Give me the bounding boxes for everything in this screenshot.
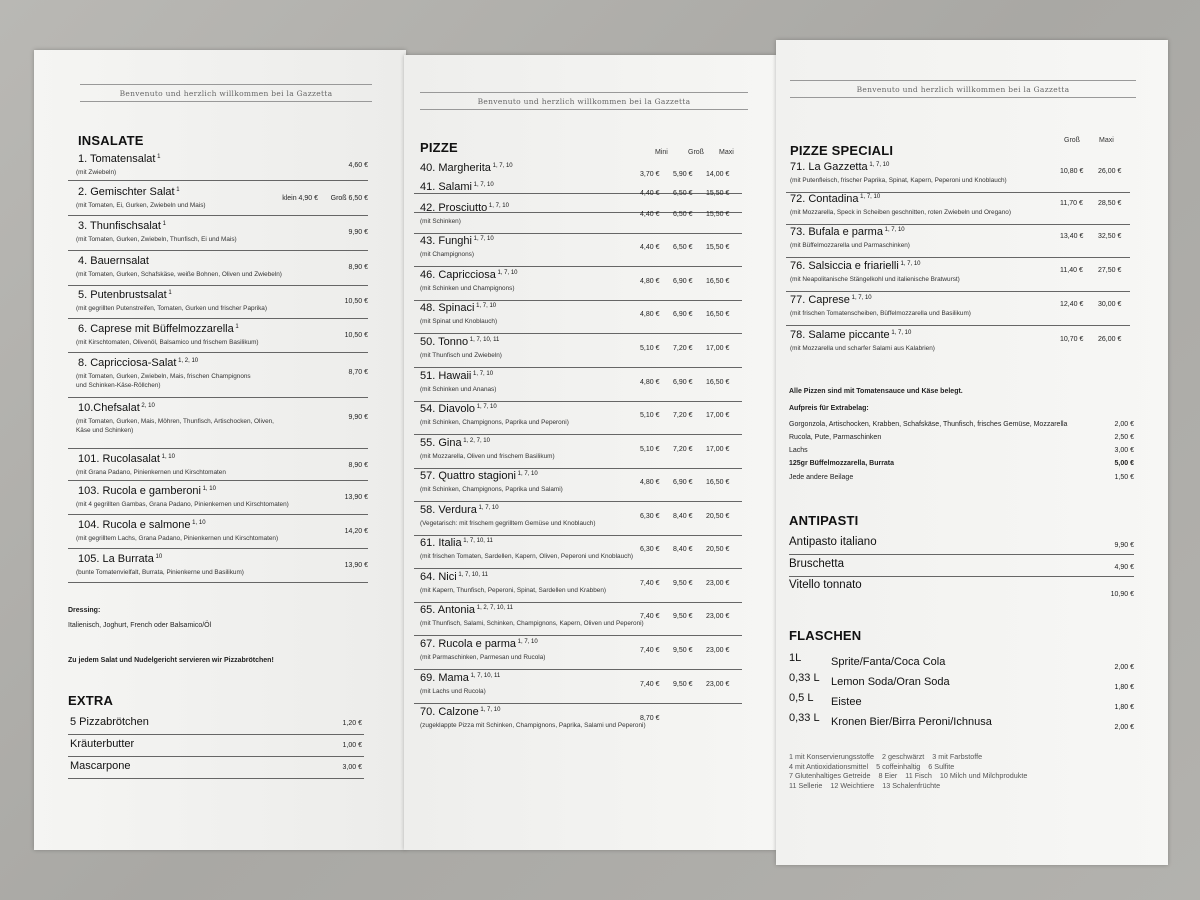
item-name: 4. Bauernsalat — [78, 255, 149, 267]
speciali-price-maxi: 26,00 € — [1098, 336, 1122, 343]
pizza-price-maxi: 23,00 € — [706, 580, 730, 587]
pizza-row — [414, 571, 742, 603]
item-description: (mit gegrillten Putenstreifen, Tomaten, Gurken und frischer Paprika) — [76, 305, 267, 312]
item-price: 8,90 € — [348, 462, 368, 469]
speciali-row — [786, 294, 1130, 326]
legend-line: 1 mit Konservierungsstoffe 2 geschwärzt 3 mit Farbstoffe — [789, 752, 983, 761]
antipasti-row — [789, 556, 1134, 577]
pizza-price-groß: 6,90 € — [673, 379, 693, 386]
extrabelag-price: 5,00 € — [1114, 460, 1134, 467]
welcome-banner: Benvenuto und herzlich willkommen bei la Gazzetta — [790, 80, 1136, 98]
allergen-codes: 1, 7, 10 — [889, 330, 912, 336]
item-description: (mit Thunfisch und Zwiebeln) — [420, 352, 502, 359]
bottle-name: Sprite/Fanta/Coca Cola — [831, 656, 946, 668]
section-title-pizze-speciali: PIZZE SPECIALI — [790, 143, 894, 158]
speciali-price-groß: 10,70 € — [1060, 336, 1084, 343]
pizza-price-mini: 5,10 € — [640, 345, 660, 352]
pizza-row — [414, 202, 742, 234]
item-description: (mit Parmaschinken, Parmesan und Rucola) — [420, 654, 546, 661]
item-description: (mit Grana Padano, Pinienkernen und Kirschtomaten — [76, 469, 226, 476]
bottle-price: 1,80 € — [1114, 684, 1134, 691]
pizza-row — [414, 370, 742, 402]
pizza-price-groß: 6,50 € — [673, 190, 693, 197]
item-price: 9,90 € — [1114, 542, 1134, 549]
pizza-price-maxi: 16,50 € — [706, 379, 730, 386]
extra-item-row — [68, 714, 364, 735]
speciali-price-maxi: 28,50 € — [1098, 200, 1122, 207]
item-description: (bunte Tomatenvielfalt, Burrata, Pinienkerne und Basilikum) — [76, 569, 244, 576]
allergen-codes: 1, 2, 10 — [176, 358, 199, 364]
pizza-price-groß: 9,50 € — [673, 580, 693, 587]
pizza-price-groß: 6,90 € — [673, 278, 693, 285]
menu-item-row — [68, 553, 368, 583]
bottle-size: 1L — [789, 652, 802, 664]
item-description: (mit Neapolitanische Stängelkohl und italienische Bratwurst) — [790, 276, 960, 283]
pizza-price-groß: 8,40 € — [673, 546, 693, 553]
flaschen-row — [789, 652, 1134, 672]
item-name: 61. Italia $^{1, 7, 10, 11}$ — [420, 537, 493, 549]
extra-item-row — [68, 736, 364, 757]
item-price: 1,20 € — [342, 720, 362, 727]
allergen-codes: 1, 7, 10 — [471, 182, 494, 188]
item-description: (mit Tomaten, Gurken, Schafskäse, weiße Bohnen, Oliven und Zwiebeln) — [76, 271, 282, 278]
allergen-codes: 1, 10 — [200, 486, 216, 492]
pizza-price-maxi: 20,50 € — [706, 513, 730, 520]
item-name: Antipasto italiano — [789, 536, 877, 548]
allergen-codes: 1, 7, 10 — [476, 505, 499, 511]
pizza-price-mini: 6,30 € — [640, 546, 660, 553]
allergen-codes: 1, 7, 10 — [471, 371, 494, 377]
item-name: 72. Contadina $^{1, 7, 10}$ — [790, 193, 881, 205]
item-description: und Schinken-Käse-Röllchen) — [76, 382, 161, 389]
item-description: (mit Champignons) — [420, 251, 474, 258]
pizza-row — [414, 403, 742, 435]
item-name: 67. Rucola e parma $^{1, 7, 10}$ — [420, 638, 538, 650]
pizza-row — [414, 235, 742, 267]
col-maxi: Maxi — [719, 149, 734, 156]
item-description: (mit gegrilltem Lachs, Grana Padano, Pinienkernen und Kirschtomaten) — [76, 535, 279, 542]
allergen-codes: 1, 7, 10 — [898, 261, 921, 267]
pizza-price-groß: 5,90 € — [673, 171, 693, 178]
item-name: 57. Quattro stagioni $^{1, 7, 10}$ — [420, 470, 538, 482]
item-description: (mit frischen Tomaten, Sardellen, Kapern, Oliven, Peperoni und Knoblauch) — [420, 553, 634, 560]
item-description: (Vegetarisch: mit frischem gegrilltem Gemüse und Knoblauch) — [420, 520, 596, 527]
speciali-row — [786, 226, 1130, 258]
pizza-price-maxi: 16,50 € — [706, 311, 730, 318]
flaschen-row — [789, 712, 1134, 732]
pizza-price-mini: 5,10 € — [640, 412, 660, 419]
pizza-price-maxi: 16,50 € — [706, 479, 730, 486]
pizza-row — [414, 302, 742, 334]
item-name: 48. Spinaci $^{1, 7, 10}$ — [420, 302, 497, 314]
bottle-name: Eistee — [831, 696, 862, 708]
extrabelag-row — [789, 460, 1134, 467]
allergen-codes: 1, 7, 10 — [474, 303, 497, 309]
pizza-price-maxi: 23,00 € — [706, 681, 730, 688]
welcome-banner: Benvenuto und herzlich willkommen bei la Gazzetta — [420, 92, 748, 110]
item-name: 101. Rucolasalat $^{1, 10}$ — [78, 453, 175, 465]
allergen-codes: 1, 7, 10 — [490, 163, 513, 169]
pizza-price-mini: 4,80 € — [640, 379, 660, 386]
item-name: 73. Bufala e parma $^{1, 7, 10}$ — [790, 226, 905, 238]
pizza-price-groß: 9,50 € — [673, 647, 693, 654]
item-description: (mit Thunfisch, Salami, Schinken, Champignons, Kapern, Oliven und Peperoni) — [420, 620, 644, 627]
allergen-codes: 1, 7, 10 — [471, 236, 494, 242]
menu-item-row — [68, 220, 368, 251]
extrabelag-price: 3,00 € — [1114, 447, 1134, 454]
allergen-codes: 10 — [153, 554, 163, 560]
item-description: (mit Tomaten, Gurken, Zwiebeln, Thunfisch, Ei und Mais) — [76, 236, 237, 243]
item-description: (mit frischen Tomatenscheiben, Büffelmozzarella und Basilikum) — [790, 310, 971, 317]
extrabelag-price: 1,50 € — [1114, 474, 1134, 481]
item-description: (mit Tomaten, Ei, Gurken, Zwiebeln und Mais) — [76, 202, 206, 209]
item-description: (mit Schinken, Champignons, Paprika und Salami) — [420, 486, 563, 493]
menu-item-row — [68, 357, 368, 398]
pizza-price-groß: 8,40 € — [673, 513, 693, 520]
pizza-price-groß: 7,20 € — [673, 345, 693, 352]
pizza-price-mini: 4,40 € — [640, 190, 660, 197]
allergen-codes: 1, 10 — [159, 454, 175, 460]
item-price: 14,20 € — [344, 528, 368, 535]
pizza-row — [414, 437, 742, 469]
item-name: Vitello tonnato — [789, 579, 862, 591]
item-name: 54. Diavolo $^{1, 7, 10}$ — [420, 403, 497, 415]
pizza-price-maxi: 20,50 € — [706, 546, 730, 553]
menu-item-row — [68, 485, 368, 515]
col-maxi: Maxi — [1099, 137, 1114, 144]
extrabelag-name: Gorgonzola, Artischocken, Krabben, Schafskäse, Thunfisch, frisches Gemüse, Mozzarella — [789, 421, 1068, 428]
item-price: 10,90 € — [1110, 591, 1134, 598]
menu-item-row — [68, 453, 368, 481]
item-description: (mit Mozzarella, Oliven und frischem Basilikum) — [420, 453, 555, 460]
flaschen-row — [789, 692, 1134, 712]
speciali-price-maxi: 30,00 € — [1098, 301, 1122, 308]
menu-item-row — [68, 186, 368, 216]
item-name: 5 Pizzabrötchen — [70, 716, 149, 728]
pizza-price-mini: 5,10 € — [640, 446, 660, 453]
item-description: (mit Tomaten, Gurken, Mais, Möhren, Thunfisch, Artischocken, Oliven, — [76, 418, 274, 425]
item-name: 104. Rucola e salmone $^{1, 10}$ — [78, 519, 206, 531]
section-title-antipasti: ANTIPASTI — [789, 513, 859, 528]
allergen-codes: 1 — [155, 154, 161, 160]
item-name: 77. Caprese $^{1, 7, 10}$ — [790, 294, 872, 306]
welcome-banner: Benvenuto und herzlich willkommen bei la Gazzetta — [80, 84, 372, 102]
bottle-size: 0,33 L — [789, 672, 820, 684]
pizza-price-mini: 4,40 € — [640, 244, 660, 251]
pizza-row — [414, 672, 742, 704]
item-description: (mit Lachs und Rucola) — [420, 688, 486, 695]
allergen-codes: 1 — [233, 324, 239, 330]
allergen-codes: 1, 10 — [190, 520, 206, 526]
section-title-insalate: INSALATE — [78, 133, 144, 148]
item-name: 76. Salsiccia e friarielli $^{1, 7, 10}$ — [790, 260, 921, 272]
pizza-price-mini: 7,40 € — [640, 613, 660, 620]
menu-panel-left — [34, 50, 406, 850]
speciali-price-groß: 11,40 € — [1060, 267, 1083, 274]
allergen-codes: 1, 7, 10 — [867, 162, 890, 168]
bottle-name: Lemon Soda/Oran Soda — [831, 676, 950, 688]
extrabelag-label: Aufpreis für Extrabelag: — [789, 405, 869, 412]
pizza-price-maxi: 15,50 € — [706, 244, 730, 251]
extrabelag-row — [789, 474, 1134, 481]
allergen-codes: 1, 2, 7, 10 — [461, 438, 490, 444]
item-price: 9,90 € — [348, 414, 368, 421]
item-price: 13,90 € — [344, 494, 368, 501]
col-gross: Groß — [1064, 137, 1080, 144]
antipasti-row — [789, 534, 1134, 555]
antipasti-row — [789, 577, 1134, 607]
item-name: 105. La Burrata $^{10}$ — [78, 553, 163, 565]
extrabelag-price: 2,50 € — [1114, 434, 1134, 441]
item-price: 8,90 € — [348, 264, 368, 271]
allergen-codes: 1, 7, 10 — [475, 404, 497, 410]
pizza-price-mini: 4,80 € — [640, 311, 660, 318]
pizza-price-mini: 4,80 € — [640, 278, 660, 285]
pizza-price-groß: 9,50 € — [673, 681, 693, 688]
item-price: 1,00 € — [342, 742, 362, 749]
item-name: 69. Mama $^{1, 7, 10, 11}$ — [420, 672, 501, 684]
menu-item-row — [68, 153, 368, 181]
pizza-price-mini: 4,80 € — [640, 479, 660, 486]
pizza-price-mini: 7,40 € — [640, 681, 660, 688]
pizza-price-mini: 8,70 € — [640, 715, 660, 722]
item-name: 103. Rucola e gamberoni $^{1, 10}$ — [78, 485, 216, 497]
flaschen-row — [789, 672, 1134, 692]
item-description: (mit Kapern, Thunfisch, Peperoni, Spinat, Sardellen und Krabben) — [420, 587, 607, 594]
legend-line: 11 Sellerie 12 Weichtiere 13 Schalenfrüchte — [789, 780, 941, 790]
allergen-codes: 1, 7, 10 — [882, 227, 905, 233]
item-description: (mit Tomaten, Gurken, Zwiebeln, Mais, frischen Champignons — [76, 373, 251, 380]
item-name: 5. Putenbrustsalat $^1$ — [78, 289, 172, 301]
speciali-price-maxi: 26,00 € — [1098, 168, 1122, 175]
item-name: 65. Antonia $^{1, 2, 7, 10, 11}$ — [420, 604, 513, 616]
item-description: (mit Büffelmozzarella und Parmaschinken) — [790, 242, 910, 249]
pizza-row — [414, 269, 742, 301]
item-price: 13,90 € — [344, 562, 368, 569]
menu-item-row — [68, 289, 368, 319]
allergen-codes: 1, 7, 10, 11 — [456, 572, 488, 578]
allergen-codes: 1, 7, 10 — [487, 203, 509, 209]
item-description: (mit Zwiebeln) — [76, 169, 117, 176]
item-price: 10,50 € — [344, 332, 368, 339]
speciali-row — [786, 329, 1130, 361]
item-name: 50. Tonno $^{1, 7, 10, 11}$ — [420, 336, 500, 348]
pizza-row — [414, 336, 742, 368]
bottle-name: Kronen Bier/Birra Peroni/Ichnusa — [831, 716, 992, 728]
extrabelag-name: Jede andere Beilage — [789, 474, 854, 481]
item-name: 58. Verdura $^{1, 7, 10}$ — [420, 504, 499, 516]
pizza-price-maxi: 14,00 € — [706, 171, 730, 178]
pizza-price-groß: 7,20 € — [673, 446, 693, 453]
allergen-codes: 1, 7, 10 — [495, 270, 518, 276]
item-name: 42. Prosciutto $^{1, 7, 10}$ — [420, 202, 509, 214]
menu-item-row — [68, 323, 368, 353]
pizza-base-note: Alle Pizzen sind mit Tomatensauce und Käse belegt. — [789, 388, 963, 395]
section-title-pizze: PIZZE — [420, 140, 458, 155]
item-price: 8,70 € — [348, 369, 368, 376]
item-name: 6. Caprese mit Büffelmozzarella $^1$ — [78, 323, 239, 335]
allergen-codes: 2, 10 — [139, 403, 155, 409]
item-description: (mit Schinken und Ananas) — [420, 386, 497, 393]
pizzabroetchen-note: Zu jedem Salat und Nudelgericht servieren wir Pizzabrötchen! — [68, 657, 274, 664]
item-price: 9,90 € — [348, 229, 368, 236]
dressing-text: Italienisch, Joghurt, French oder Balsamico/Öl — [68, 622, 212, 629]
speciali-price-groß: 11,70 € — [1060, 200, 1083, 207]
pizza-price-maxi: 23,00 € — [706, 613, 730, 620]
item-name: Kräuterbutter — [70, 738, 135, 750]
pizza-price-groß: 6,50 € — [673, 211, 693, 218]
speciali-price-maxi: 27,50 € — [1098, 267, 1122, 274]
item-name: 41. Salami $^{1, 7, 10}$ — [420, 181, 494, 193]
item-name: Mascarpone — [70, 760, 131, 772]
item-description: (mit 4 gegrillten Gambas, Grana Padano, Pinienkernen und Kirschtomaten) — [76, 501, 289, 508]
item-name: 55. Gina $^{1, 2, 7, 10}$ — [420, 437, 490, 449]
allergen-codes: 1, 7, 10 — [858, 194, 881, 200]
menu-panel-middle — [404, 55, 776, 850]
bottle-size: 0,33 L — [789, 712, 820, 724]
item-name: Bruschetta — [789, 558, 844, 570]
allergen-codes: 1, 7, 10 — [478, 707, 501, 713]
item-price: Groß 6,50 € — [330, 195, 368, 202]
speciali-price-maxi: 32,50 € — [1098, 233, 1122, 240]
legend-line: 4 mit Antioxidationsmittel 5 coffeinhaltig 6 Sulfite — [789, 761, 955, 771]
pizza-price-groß: 7,20 € — [673, 412, 693, 419]
item-description: (mit Schinken) — [420, 218, 461, 225]
allergen-codes: 1 — [160, 221, 166, 227]
allergen-codes: 1, 2, 7, 10, 11 — [475, 605, 513, 611]
item-price-small: klein 4,90 € — [282, 195, 318, 202]
extrabelag-row — [789, 447, 1134, 454]
item-name: 71. La Gazzetta $^{1, 7, 10}$ — [790, 161, 890, 173]
pizza-price-maxi: 23,00 € — [706, 647, 730, 654]
extrabelag-name: 125gr Büffelmozzarella, Burrata — [789, 460, 895, 467]
pizza-price-groß: 9,50 € — [673, 613, 693, 620]
item-description: (mit Schinken und Champignons) — [420, 285, 515, 292]
pizza-price-groß: 6,90 € — [673, 479, 693, 486]
bottle-price: 2,00 € — [1114, 724, 1134, 731]
item-name: 51. Hawaii $^{1, 7, 10}$ — [420, 370, 494, 382]
speciali-row — [786, 260, 1130, 292]
bottle-size: 0,5 L — [789, 692, 814, 704]
pizza-price-maxi: 17,00 € — [706, 446, 730, 453]
col-gross: Groß — [688, 149, 704, 156]
extrabelag-name: Lachs — [789, 447, 808, 454]
section-title-flaschen: FLASCHEN — [789, 628, 862, 643]
item-name: 8. Capricciosa-Salat $^{1, 2, 10}$ — [78, 357, 199, 369]
speciali-row — [786, 193, 1130, 225]
speciali-price-groß: 12,40 € — [1060, 301, 1084, 308]
section-title-extra: EXTRA — [68, 693, 114, 708]
item-name: 46. Capricciosa $^{1, 7, 10}$ — [420, 269, 518, 281]
item-price: 4,60 € — [348, 162, 368, 169]
pizza-price-mini: 6,30 € — [640, 513, 660, 520]
pizza-row — [414, 604, 742, 636]
item-price: 4,90 € — [1114, 564, 1134, 571]
pizza-price-maxi: 16,50 € — [706, 278, 730, 285]
item-name: 43. Funghi $^{1, 7, 10}$ — [420, 235, 494, 247]
pizza-price-maxi: 15,50 € — [706, 211, 730, 218]
item-description: (mit Mozzarella und scharfer Salami aus Kalabrien) — [790, 345, 935, 352]
extrabelag-name: Rucola, Pute, Parmaschinken — [789, 434, 882, 441]
pizza-price-maxi: 15,50 € — [706, 190, 730, 197]
pizza-price-mini: 7,40 € — [640, 580, 660, 587]
menu-panel-right — [776, 40, 1168, 865]
allergen-codes: 1, 7, 10 — [516, 639, 538, 645]
speciali-price-groß: 10,80 € — [1060, 168, 1084, 175]
pizza-price-groß: 6,50 € — [673, 244, 693, 251]
item-description: (mit Kirschtomaten, Olivenöl, Balsamico und frischem Basilikum) — [76, 339, 259, 346]
allergen-codes: 1, 7, 10 — [516, 471, 538, 477]
item-name: 10.Chefsalat $^{2, 10}$ — [78, 402, 155, 414]
item-price: 3,00 € — [342, 764, 362, 771]
bottle-price: 1,80 € — [1114, 704, 1134, 711]
extrabelag-row — [789, 421, 1134, 428]
item-description: (mit Putenfleisch, frischer Paprika, Spinat, Kapern, Peperoni und Knoblauch) — [790, 177, 1007, 184]
item-price: 10,50 € — [344, 298, 368, 305]
allergen-codes: 1, 7, 10, 11 — [468, 673, 501, 679]
item-description: (mit Schinken, Champignons, Paprika und Peperoni) — [420, 419, 569, 426]
pizza-row — [414, 638, 742, 670]
item-name: 64. Nici $^{1, 7, 10, 11}$ — [420, 571, 488, 583]
legend-line: 7 Glutenhaltiges Getreide 8 Eier 11 Fisch 10 Milch und Milchprodukte — [789, 771, 1028, 780]
menu-item-row — [68, 519, 368, 549]
extra-item-row — [68, 758, 364, 779]
pizza-row — [414, 470, 742, 502]
col-mini: Mini — [655, 149, 668, 156]
item-description: (mit Spinat und Knoblauch) — [420, 318, 498, 325]
menu-item-row — [68, 255, 368, 286]
pizza-price-mini: 7,40 € — [640, 647, 660, 654]
item-name: 40. Margherita $^{1, 7, 10}$ — [420, 162, 513, 174]
speciali-row — [786, 161, 1130, 193]
pizza-row — [414, 504, 742, 536]
item-description: Käse und Schinken) — [76, 427, 134, 434]
pizza-price-maxi: 17,00 € — [706, 345, 730, 352]
allergen-codes: 1, 7, 10, 11 — [468, 337, 500, 343]
pizza-price-groß: 6,90 € — [673, 311, 693, 318]
item-name: 1. Tomatensalat $^1$ — [78, 153, 161, 165]
menu-item-row — [68, 402, 368, 449]
pizza-price-mini: 4,40 € — [640, 211, 660, 218]
pizza-row — [414, 706, 742, 736]
allergen-codes: 1 — [174, 187, 180, 193]
item-name: 3. Thunfischsalat $^1$ — [78, 220, 166, 232]
item-description: (mit Mozzarella, Speck in Scheiben geschnitten, roten Zwiebeln und Oregano) — [790, 209, 1011, 216]
dressing-label: Dressing: — [68, 607, 101, 614]
item-name: 2. Gemischter Salat $^1$ — [78, 186, 180, 198]
pizza-price-maxi: 17,00 € — [706, 412, 730, 419]
item-name: 70. Calzone $^{1, 7, 10}$ — [420, 706, 501, 718]
item-description: (zugeklappte Pizza mit Schinken, Champignons, Paprika, Salami und Peperoni) — [420, 722, 646, 729]
allergen-codes: 1, 7, 10 — [849, 295, 872, 301]
extrabelag-row — [789, 434, 1134, 441]
extrabelag-price: 2,00 € — [1114, 421, 1134, 428]
pizza-price-mini: 3,70 € — [640, 171, 660, 178]
bottle-price: 2,00 € — [1114, 664, 1134, 671]
speciali-price-groß: 13,40 € — [1060, 233, 1084, 240]
allergen-codes: 1 — [166, 290, 172, 296]
pizza-row — [414, 537, 742, 569]
item-name: 78. Salame piccante $^{1, 7, 10}$ — [790, 329, 912, 341]
allergen-codes: 1, 7, 10, 11 — [461, 538, 493, 544]
